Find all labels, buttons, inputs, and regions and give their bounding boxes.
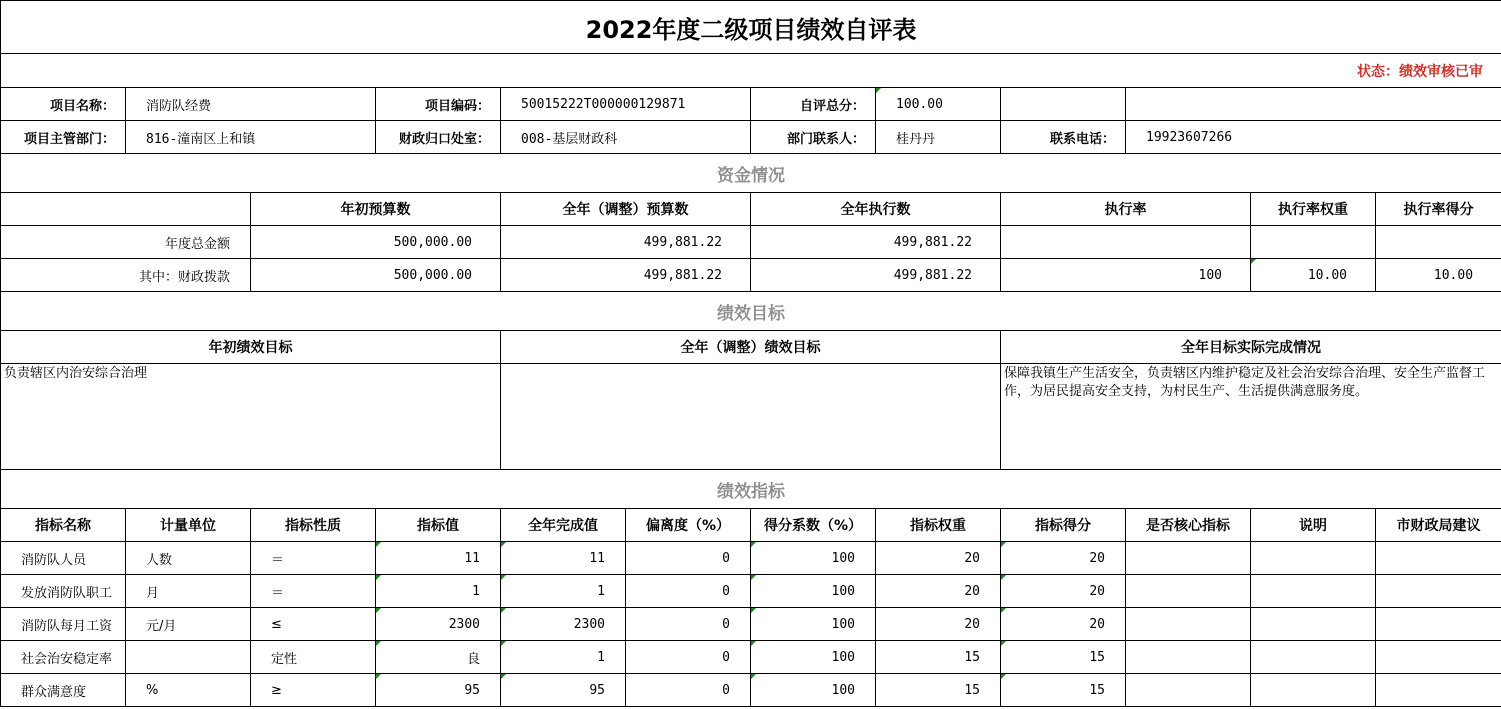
status-badge: 状态：绩效审核已审 xyxy=(1,54,1501,88)
project-name-label: 项目名称： xyxy=(1,88,126,121)
project-code-label: 项目编码： xyxy=(376,88,501,121)
funds-header-blank xyxy=(1,193,251,226)
ind-nature: 定性 xyxy=(251,641,376,674)
ind-coef: 100 xyxy=(751,641,876,674)
funds-header-weight: 执行率权重 xyxy=(1251,193,1376,226)
ind-note xyxy=(1251,674,1376,707)
ind-coef: 100 xyxy=(751,674,876,707)
ind-weight: 20 xyxy=(876,575,1001,608)
finance-label: 财政归口处室： xyxy=(376,121,501,154)
ind-advice xyxy=(1376,641,1501,674)
funds-row-label: 其中：财政拨款 xyxy=(1,259,251,292)
ind-name: 发放消防队职工 xyxy=(1,575,126,608)
project-code-value: 50015222T000000129871 xyxy=(501,88,751,121)
ind-actual: 1 xyxy=(501,575,626,608)
dept-label: 项目主管部门： xyxy=(1,121,126,154)
ind-header-note: 说明 xyxy=(1251,509,1376,542)
ind-name: 群众满意度 xyxy=(1,674,126,707)
score-label: 自评总分： xyxy=(751,88,876,121)
ind-target: 11 xyxy=(376,542,501,575)
page-title: 2022年度二级项目绩效自评表 xyxy=(1,1,1501,54)
ind-coef: 100 xyxy=(751,542,876,575)
ind-target: 2300 xyxy=(376,608,501,641)
contact-value: 桂丹丹 xyxy=(876,121,1001,154)
funds-rate xyxy=(1001,226,1251,259)
funds-adjusted: 499,881.22 xyxy=(501,259,751,292)
ind-weight: 20 xyxy=(876,542,1001,575)
table-row xyxy=(1,575,1501,608)
ind-header-target: 指标值 xyxy=(376,509,501,542)
empty-cell xyxy=(1001,88,1126,121)
table-row xyxy=(1,542,1501,575)
goal-initial-text: 负责辖区内治安综合治理 xyxy=(1,364,501,470)
ind-core xyxy=(1126,674,1251,707)
ind-core xyxy=(1126,608,1251,641)
funds-row-label: 年度总金额 xyxy=(1,226,251,259)
ind-name: 消防队人员 xyxy=(1,542,126,575)
funds-adjusted: 499,881.22 xyxy=(501,226,751,259)
ind-name: 消防队每月工资 xyxy=(1,608,126,641)
goal-actual-text: 保障我镇生产生活安全，负责辖区内维护稳定及社会治安综合治理、安全生产监督工作，为居民提高安全支持，为村民生产、生活提供满意服务度。 xyxy=(1001,364,1501,470)
goals-header-initial: 年初绩效目标 xyxy=(1,331,501,364)
ind-header-unit: 计量单位 xyxy=(126,509,251,542)
funds-weight xyxy=(1251,226,1376,259)
ind-coef: 100 xyxy=(751,575,876,608)
ind-deviation: 0 xyxy=(626,641,751,674)
table-row xyxy=(1,674,1501,707)
ind-header-deviation: 偏离度（%） xyxy=(626,509,751,542)
score-value: 100.00 xyxy=(876,88,1001,121)
funds-row xyxy=(1,259,1501,292)
ind-nature: ＝ xyxy=(251,542,376,575)
ind-weight: 20 xyxy=(876,608,1001,641)
ind-note xyxy=(1251,575,1376,608)
ind-unit: 元/月 xyxy=(126,608,251,641)
ind-nature: ≤ xyxy=(251,608,376,641)
goals-section-title: 绩效目标 xyxy=(1,292,1501,331)
table-row xyxy=(1,641,1501,674)
ind-header-actual: 全年完成值 xyxy=(501,509,626,542)
ind-advice xyxy=(1376,608,1501,641)
ind-score: 20 xyxy=(1001,608,1126,641)
funds-score: 10.00 xyxy=(1376,259,1501,292)
ind-note xyxy=(1251,641,1376,674)
ind-advice xyxy=(1376,674,1501,707)
ind-score: 20 xyxy=(1001,575,1126,608)
goal-adjusted-text xyxy=(501,364,1001,470)
funds-header-initial: 年初预算数 xyxy=(251,193,501,226)
funds-row xyxy=(1,226,1501,259)
ind-header-advice: 市财政局建议 xyxy=(1376,509,1501,542)
ind-actual: 11 xyxy=(501,542,626,575)
ind-actual: 2300 xyxy=(501,608,626,641)
ind-nature: ≥ xyxy=(251,674,376,707)
ind-weight: 15 xyxy=(876,674,1001,707)
ind-core xyxy=(1126,575,1251,608)
funds-rate: 100 xyxy=(1001,259,1251,292)
ind-header-nature: 指标性质 xyxy=(251,509,376,542)
ind-nature: ＝ xyxy=(251,575,376,608)
funds-header-adjusted: 全年（调整）预算数 xyxy=(501,193,751,226)
ind-header-weight: 指标权重 xyxy=(876,509,1001,542)
funds-initial: 500,000.00 xyxy=(251,226,501,259)
ind-note xyxy=(1251,542,1376,575)
ind-name: 社会治安稳定率 xyxy=(1,641,126,674)
ind-header-core: 是否核心指标 xyxy=(1126,509,1251,542)
ind-header-score: 指标得分 xyxy=(1001,509,1126,542)
funds-executed: 499,881.22 xyxy=(751,259,1001,292)
ind-note xyxy=(1251,608,1376,641)
finance-value: 008-基层财政科 xyxy=(501,121,751,154)
ind-deviation: 0 xyxy=(626,608,751,641)
ind-deviation: 0 xyxy=(626,575,751,608)
goals-header-adjusted: 全年（调整）绩效目标 xyxy=(501,331,1001,364)
project-name-value: 消防队经费 xyxy=(126,88,376,121)
ind-unit: 人数 xyxy=(126,542,251,575)
ind-target: 95 xyxy=(376,674,501,707)
ind-core xyxy=(1126,542,1251,575)
funds-weight: 10.00 xyxy=(1251,259,1376,292)
table-row xyxy=(1,608,1501,641)
ind-score: 20 xyxy=(1001,542,1126,575)
funds-header-rate: 执行率 xyxy=(1001,193,1251,226)
contact-label: 部门联系人： xyxy=(751,121,876,154)
ind-actual: 95 xyxy=(501,674,626,707)
funds-score xyxy=(1376,226,1501,259)
ind-header-coef: 得分系数（%） xyxy=(751,509,876,542)
ind-unit: % xyxy=(126,674,251,707)
goals-header-actual: 全年目标实际完成情况 xyxy=(1001,331,1501,364)
phone-label: 联系电话： xyxy=(1001,121,1126,154)
ind-target: 1 xyxy=(376,575,501,608)
funds-header-executed: 全年执行数 xyxy=(751,193,1001,226)
ind-deviation: 0 xyxy=(626,674,751,707)
indicators-section-title: 绩效指标 xyxy=(1,470,1501,509)
ind-unit xyxy=(126,641,251,674)
funds-section-title: 资金情况 xyxy=(1,154,1501,193)
ind-advice xyxy=(1376,575,1501,608)
ind-advice xyxy=(1376,542,1501,575)
ind-score: 15 xyxy=(1001,641,1126,674)
ind-header-name: 指标名称 xyxy=(1,509,126,542)
funds-executed: 499,881.22 xyxy=(751,226,1001,259)
ind-deviation: 0 xyxy=(626,542,751,575)
ind-target: 良 xyxy=(376,641,501,674)
ind-coef: 100 xyxy=(751,608,876,641)
ind-weight: 15 xyxy=(876,641,1001,674)
ind-score: 15 xyxy=(1001,674,1126,707)
empty-cell xyxy=(1126,88,1501,121)
ind-core xyxy=(1126,641,1251,674)
ind-actual: 1 xyxy=(501,641,626,674)
phone-value: 19923607266 xyxy=(1126,121,1501,154)
ind-unit: 月 xyxy=(126,575,251,608)
funds-header-score: 执行率得分 xyxy=(1376,193,1501,226)
funds-initial: 500,000.00 xyxy=(251,259,501,292)
dept-value: 816-潼南区上和镇 xyxy=(126,121,376,154)
